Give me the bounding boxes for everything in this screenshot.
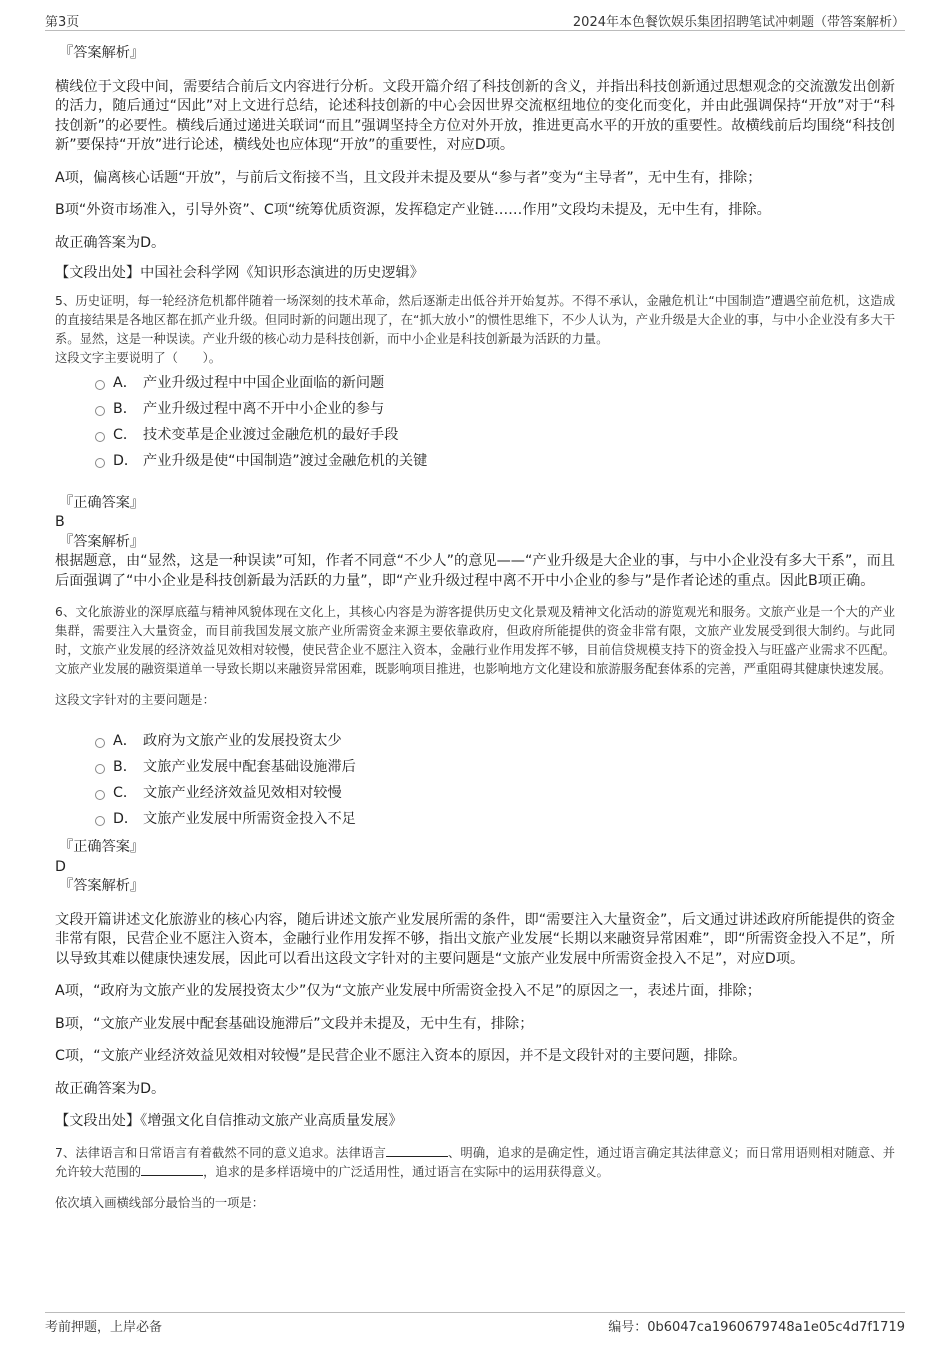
q6-option-b[interactable]: B． 文旅产业发展中配套基础设施滞后 [95, 754, 895, 780]
q6-analysis: 文段开篇讲述文化旅游业的核心内容，随后讲述文旅产业发展所需的条件，即“需要注入大量资金”，后文通过讲述政府所能提供的资金非常有限，民营企业不愿注入资本，金融行业作用发挥不够，指出文旅产业发展“长期以来融资异常困难”，即“所需资金投入不足”，所以导致其难以健康快速发展，因此可以看出这段文字针对的主要问题是“文旅产业发展中所需资金投入不足”，对应D项。 [55, 911, 895, 967]
q5-option-c[interactable]: C． 技术变革是企业渡过金融危机的最好手段 [95, 422, 895, 448]
q6-option-d[interactable]: D． 文旅产业发展中所需资金投入不足 [95, 806, 895, 832]
q5-option-d[interactable]: D． 产业升级是使“中国制造”渡过金融危机的关键 [95, 448, 895, 474]
q6-options [95, 728, 895, 832]
q4-source: 【文段出处】中国社会科学网《知识形态演进的历史逻辑》 [55, 265, 424, 281]
radio-icon[interactable] [95, 790, 105, 800]
q5-options [95, 370, 895, 474]
q5-option-a[interactable]: A． 产业升级过程中中国企业面临的新问题 [95, 370, 895, 396]
page-footer [45, 1312, 905, 1335]
q4-option-a-analysis: A项，偏离核心话题“开放”，与前后文衔接不当，且文段并未提及要从“参与者”变为“主导者”，无中生有，排除； [55, 169, 762, 186]
q5-answer-label: 『正确答案』 [59, 494, 145, 511]
q7-stem: 7、法律语言和日常语言有着截然不同的意义追求。法律语言 、明确，追求的是确定性，通过语言确定其法律意义；而日常用语则相对随意、并允许较大范围的 ，追求的是多样语境中的广泛适用性，通过语言在实际中的运用获得意义。 [55, 1145, 895, 1179]
q5-analysis: 根据题意，由“显然，这是一种误读”可知，作者不同意“不少人”的意见——“产业升级是大企业的事，与中小企业没有多大干系”，而且后面强调了“中小企业是科技创新最为活跃的力量”，即“产业升级过程中离不开中小企业的参与”是作者论述的重点。因此B项正确。 [55, 553, 895, 589]
radio-icon[interactable] [95, 738, 105, 748]
q5-stem: 5、历史证明，每一轮经济危机都伴随着一场深刻的技术革命，然后逐渐走出低谷并开始复苏。不得不承认，金融危机让“中国制造”遭遇空前危机，这造成的直接结果是各地区都在抓产业升级。但同时新的问题出现了，在“抓大放小”的惯性思维下，不少人认为，产业升级是大企业的事，与中小企业没有多大干系。显然，这是一种误读。产业升级的核心动力是科技创新，而中小企业是科技创新最为活跃的力量。 [55, 293, 895, 346]
q6-question: 这段文字针对的主要问题是： [55, 693, 215, 707]
radio-icon[interactable] [95, 458, 105, 468]
q5-option-b[interactable]: B． 产业升级过程中离不开中小企业的参与 [95, 396, 895, 422]
q5-question: 这段文字主要说明了（ ）。 [55, 350, 222, 365]
radio-icon[interactable] [95, 764, 105, 774]
page-header [45, 8, 905, 31]
radio-icon[interactable] [95, 432, 105, 442]
q4-option-bc-analysis: B项“外资市场准入，引导外资”、C项“统筹优质资源，发挥稳定产业链……作用”文段均未提及，无中生有，排除。 [55, 202, 771, 218]
q5-answer: B [55, 514, 65, 530]
q7-question: 依次填入画横线部分最恰当的一项是： [55, 1195, 265, 1210]
q6-answer-label: 『正确答案』 [59, 839, 145, 855]
q6-option-a-analysis: A项，“政府为文旅产业的发展投资太少”仅为“文旅产业发展中所需资金投入不足”的原因之一，表述片面，排除； [55, 983, 761, 999]
q4-analysis: 横线位于文段中间，需要结合前后文内容进行分析。文段开篇介绍了科技创新的含义，并指出科技创新通过思想观念的交流激发出创新的活力，随后通过“因此”对上文进行总结，论述科技创新的中心会因世界交流枢纽地位的变化而变化，并由此强调保持“开放”对于“科技创新”的必要性。横线后通过递进关联词“而且”强调坚持全方位对外开放，推进更高水平的开放的重要性。故横线前后均围绕“科技创新”要保持“开放”进行论述，横线处也应体现“开放”的重要性，对应D项。 [55, 78, 895, 153]
q6-option-a[interactable]: A． 政府为文旅产业的发展投资太少 [95, 728, 895, 754]
q6-option-b-analysis: B项，“文旅产业发展中配套基础设施滞后”文段并未提及，无中生有，排除； [55, 1015, 534, 1032]
radio-icon[interactable] [95, 816, 105, 826]
page-number: 第3页 [45, 15, 80, 30]
q6-stem: 6、文化旅游业的深厚底蕴与精神风貌体现在文化上，其核心内容是为游客提供历史文化景观及精神文化活动的游览观光和服务。文旅产业是一个大的产业集群，需要注入大量资金，而目前我国发展文旅产业所需资金来源主要依靠政府，但政府所能提供的资金非常有限，文旅产业发展受到很大制约。与此同时，文旅产业发展的经济效益见效相对较慢，使民营企业不愿注入资本，金融行业作用发挥不够，目前信贷规模支持下的资金投入与旺盛产业需求不匹配。文旅产业发展的融资渠道单一导致长期以来融资异常困难，既影响项目推进，也影响地方文化建设和旅游服务配套体系的完善，严重阻碍其健康快速发展。 [55, 605, 895, 676]
radio-icon[interactable] [95, 380, 105, 390]
q6-option-c-analysis: C项，“文旅产业经济效益见效相对较慢”是民营企业不愿注入资本的原因，并不是文段针对的主要问题，排除。 [55, 1048, 747, 1064]
q6-conclusion: 故正确答案为D。 [55, 1080, 166, 1097]
footer-slogan: 考前押题，上岸必备 [45, 1320, 163, 1335]
q6-source: 【文段出处】《增强文化自信推动文旅产业高质量发展》 [55, 1113, 403, 1129]
q4-conclusion: 故正确答案为D。 [55, 234, 166, 251]
document-title: 2024年本色餐饮娱乐集团招聘笔试冲刺题（带答案解析） [572, 15, 905, 30]
q6-answer: D [55, 858, 66, 875]
q6-analysis-label: 『答案解析』 [59, 878, 145, 894]
document-code: 编号：0b6047ca1960679748a1e05c4d7f1719 [608, 1320, 905, 1335]
answer-blank-2[interactable] [141, 1163, 203, 1176]
document-body [55, 44, 895, 1213]
q4-analysis-label: 『答案解析』 [59, 45, 145, 61]
q5-analysis-label: 『答案解析』 [59, 533, 145, 550]
q6-option-c[interactable]: C． 文旅产业经济效益见效相对较慢 [95, 780, 895, 806]
radio-icon[interactable] [95, 406, 105, 416]
answer-blank-1[interactable] [386, 1144, 448, 1157]
